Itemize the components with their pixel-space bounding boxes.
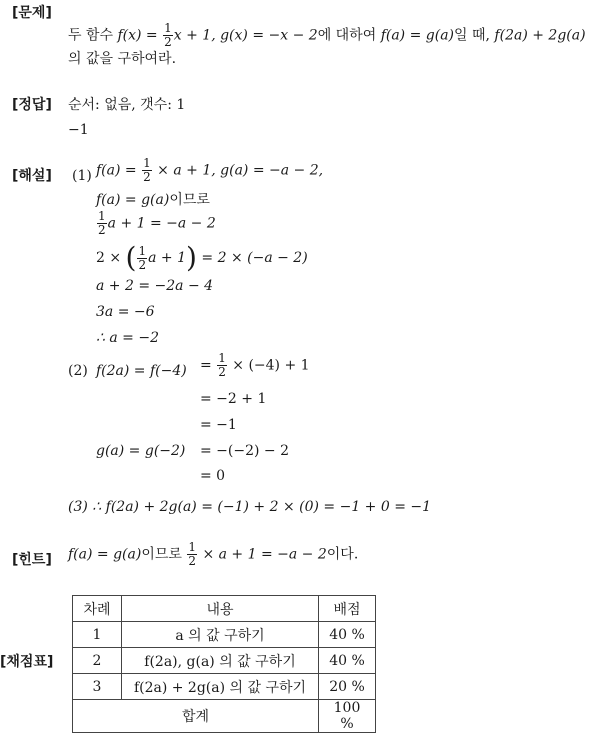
table-cell: f(2a) + 2g(a) 의 값 구하기 xyxy=(122,674,319,700)
table-cell: 3 xyxy=(73,674,122,700)
answer-line-1: 순서: 없음, 갯수: 1 xyxy=(68,97,186,113)
rubric-total-label: 합계 xyxy=(73,700,319,733)
fraction: $\frac{1}{2}$ xyxy=(188,540,196,568)
solution-p1-number: (1) xyxy=(72,168,92,184)
solution-p2-rhs-1: = $\frac{1}{2}$ × (−4) + 1 xyxy=(200,351,310,379)
problem-label: [문제] xyxy=(12,5,52,21)
solution-label: [해설] xyxy=(12,168,52,184)
solution-p2-lhs-2: g(a) = g(−2) xyxy=(96,443,186,459)
solution-p1-line-6: 3a = −6 xyxy=(96,304,155,320)
fraction: $\frac{1}{2}$ xyxy=(143,156,151,184)
solution-p1-line-3: $\frac{1}{2}$ a + 1 = −a − 2 xyxy=(98,209,216,237)
solution-p3-line: (3) ∴ f(2a) + 2g(a) = (−1) + 2 × (0) = −1 + 0 = −1 xyxy=(68,499,432,515)
solution-p2-lhs-1: f(2a) = f(−4) xyxy=(96,363,187,379)
problem-line-2: 의 값을 구하여라. xyxy=(68,51,177,67)
answer-line-2: −1 xyxy=(68,122,89,138)
rubric-header-row xyxy=(73,596,376,622)
solution-p2-rhs-5: = 0 xyxy=(200,468,226,484)
hint-label: [힌트] xyxy=(12,552,52,568)
fraction: $\frac{1}{2}$ xyxy=(164,21,172,49)
table-cell: 1 xyxy=(73,622,122,648)
table-cell: 2 xyxy=(73,648,122,674)
fraction: $\frac{1}{2}$ xyxy=(98,209,106,237)
solution-p2-rhs-3: = −1 xyxy=(200,417,237,433)
problem-line-1: 두 함수 f(x) = $\frac{1}{2}$ x + 1, g(x) = −x − 2에 대하여 f(a) = g(a)일 때, f(2a) + 2g(a) xyxy=(68,21,586,49)
table-row xyxy=(73,648,376,674)
rubric-label: [채점표] xyxy=(0,654,54,670)
solution-p1-line-7: ∴ a = −2 xyxy=(96,330,159,346)
rubric-header-cell: 배점 xyxy=(319,596,376,622)
table-cell: f(2a), g(a) 의 값 구하기 xyxy=(122,648,319,674)
solution-p1-line-4: 2 × ( $\frac{1}{2}$ a + 1) = 2 × (−a − 2) xyxy=(96,241,308,274)
solution-p2-rhs-4: = −(−2) − 2 xyxy=(200,443,290,459)
solution-p2-number: (2) xyxy=(68,363,88,379)
rubric-header-cell: 내용 xyxy=(122,596,319,622)
solution-p1-line-5: a + 2 = −2a − 4 xyxy=(96,278,214,294)
solution-p1-line-2: f(a) = g(a)이므로 xyxy=(96,192,210,208)
solution-p1-line-1: f(a) = $\frac{1}{2}$ × a + 1, g(a) = −a − 2, xyxy=(96,156,324,184)
hint-line: f(a) = g(a)이므로 $\frac{1}{2}$ × a + 1 = −a − 2이다. xyxy=(68,540,359,568)
rubric-total-value: 100 % xyxy=(319,700,376,733)
answer-label: [정답] xyxy=(12,97,52,113)
rubric-header-cell: 차례 xyxy=(73,596,122,622)
table-row xyxy=(73,622,376,648)
table-cell: 40 % xyxy=(319,648,376,674)
table-cell: 40 % xyxy=(319,622,376,648)
solution-p2-rhs-2: = −2 + 1 xyxy=(200,391,267,407)
fraction: $\frac{1}{2}$ xyxy=(138,243,147,272)
table-cell: 20 % xyxy=(319,674,376,700)
fraction: $\frac{1}{2}$ xyxy=(218,351,226,379)
table-cell: a 의 값 구하기 xyxy=(122,622,319,648)
table-row xyxy=(73,674,376,700)
rubric-table xyxy=(72,595,376,733)
